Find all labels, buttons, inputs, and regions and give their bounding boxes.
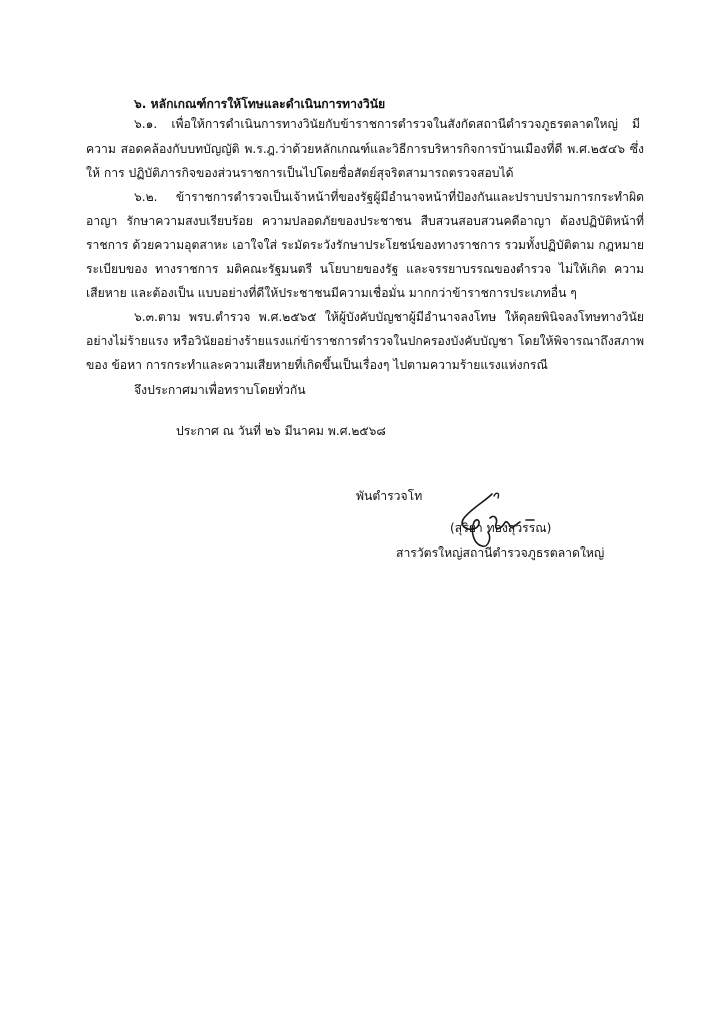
para-2-line-3: ราชการ ด้วยความอุตสาหะ เอาใจใส่ ระมัดระวังรักษาประโยชน์ของทางราชการ รวมทั้งปฏิบัติตาม กฎหมาย (86, 238, 644, 252)
para-3-line-2: อย่างไม่ร้ายแรง หรือวินัยอย่างร้ายแรงแก่ข้าราชการตำรวจในปกครองบังคับบัญชา โดยให้พิจารณาถึงสภาพ (86, 334, 644, 348)
para-1-line-3: ให้ การ ปฏิบัติภารกิจของส่วนราชการเป็นไปโดยซื่อสัตย์สุจริตสามารถตรวจสอบได้ (86, 166, 514, 180)
para-3-line-3: ของ ข้อหา การกระทำและความเสียหายที่เกิดขึ้นเป็นเรื่องๆ ไปตามความร้ายแรงแห่งกรณี (86, 358, 548, 372)
para-3-line-1: ๖.๓.ตาม พรบ.ตำรวจ พ.ศ.๒๕๖๕ ให้ผู้บังคับบัญชาผู้มีอำนาจลงโทษ ให้ดุลยพินิจลงโทษทางวินัย (134, 310, 644, 324)
para-2-line-4: ระเบียบของ ทางราชการ มติคณะรัฐมนตรี นโยบายของรัฐ และจรรยาบรรณของตำรวจ ไม่ให้เกิด ความ (86, 262, 644, 276)
para-2-line-2: อาญา รักษาความสงบเรียบร้อย ความปลอดภัยของประชาชน สืบสวนสอบสวนคดีอาญา ต้องปฏิบัติหน้าที่ (86, 214, 644, 228)
signer-rank: พันตำรวจโท (356, 489, 423, 503)
para-1-line-2: ความ สอดคล้องกับบทบัญญัติ พ.ร.ฎ.ว่าด้วยหลักเกณฑ์และวิธีการบริหารกิจการบ้านเมืองที่ดี พ.ศ.๒๕๔๖ ซึ่ง (86, 142, 644, 156)
section-heading: ๖. หลักเกณฑ์การให้โทษและดำเนินการทางวินัย (134, 97, 386, 111)
date-line: ประกาศ ณ วันที่ ๒๖ มีนาคม พ.ศ.๒๕๖๘ (176, 424, 386, 438)
signer-position: สารวัตรใหญ่สถานีตำรวจภูธรตลาดใหญ่ (396, 546, 605, 560)
para-2-line-1: ๖.๒. ข้าราชการตำรวจเป็นเจ้าหน้าที่ของรัฐผู้มีอำนาจหน้าที่ป้องกันและปราบปรามการกระทำผิด (134, 190, 644, 204)
para-2-line-5: เสียหาย และต้องเป็น แบบอย่างที่ดีให้ประชาชนมีความเชื่อมั่น มากกว่าข้าราชการประเภทอื่น ๆ (86, 286, 577, 300)
announcement-line: จึงประกาศมาเพื่อทราบโดยทั่วกัน (134, 383, 306, 397)
para-1-line-1: ๖.๑. เพื่อให้การดำเนินการทางวินัยกับข้าราชการตำรวจในสังกัดสถานีตำรวจภูธรตลาดใหญ่ มี (134, 117, 640, 131)
signer-name: (สุริยา ทองสุวรรณ) (450, 521, 552, 535)
